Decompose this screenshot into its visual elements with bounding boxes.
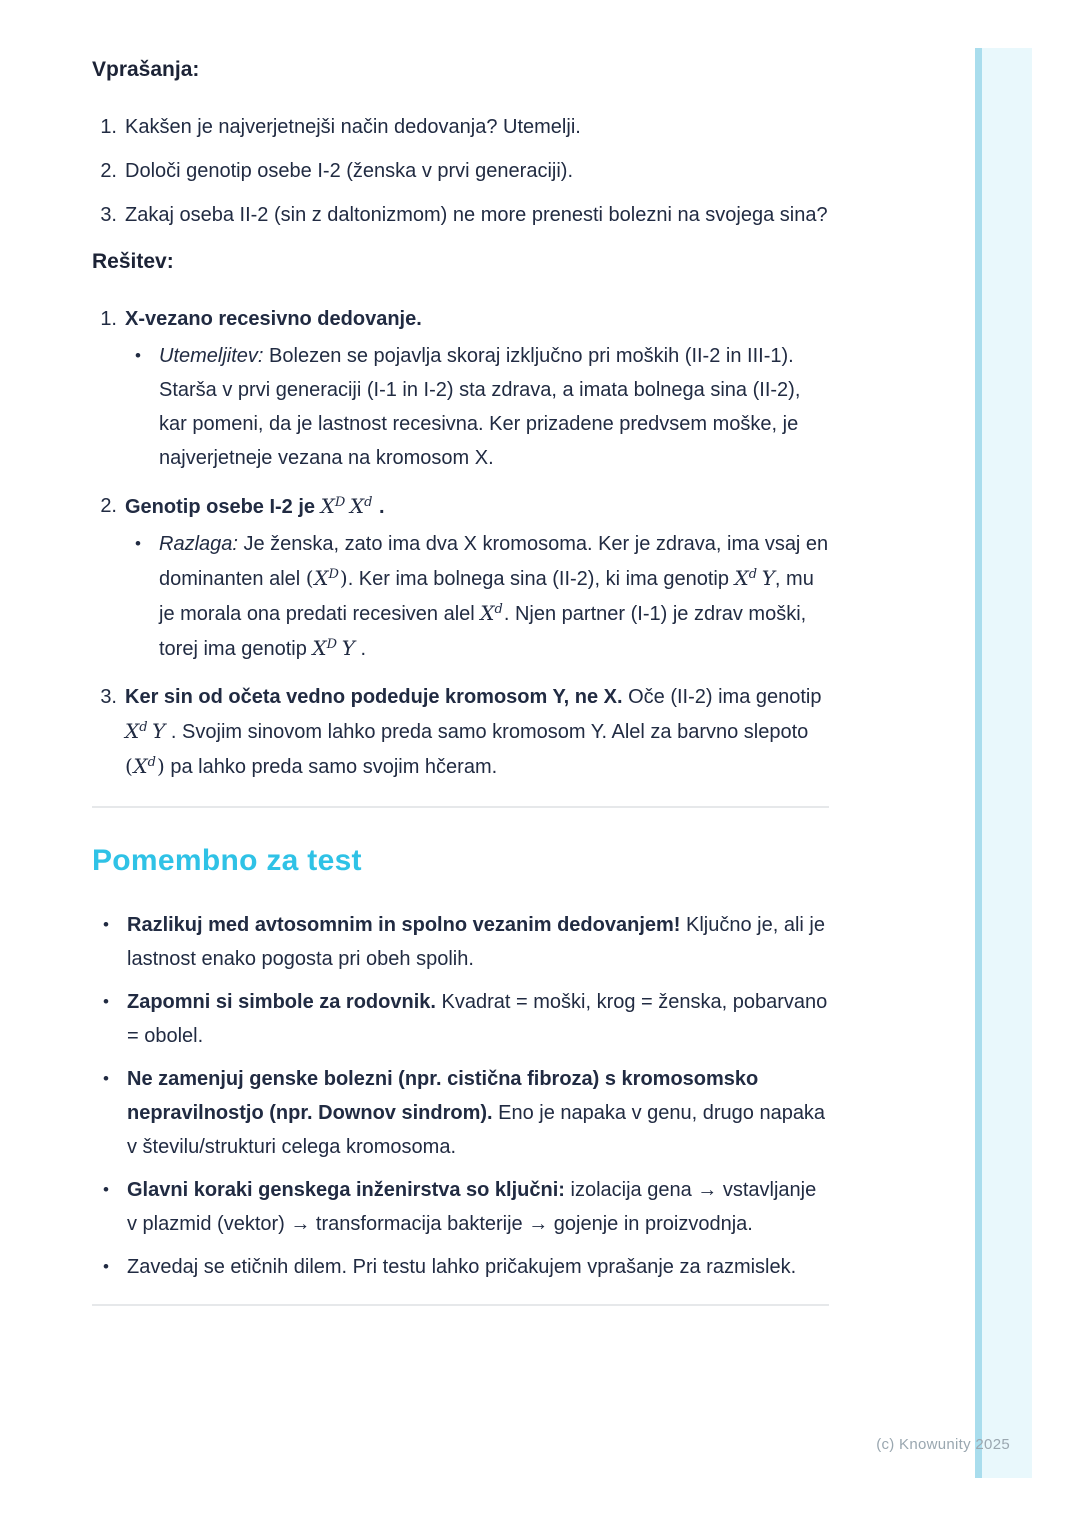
bullet-dot-icon: • [103,1069,109,1088]
list-number: 1. [100,116,117,138]
solution-list [92,302,829,784]
page-margin-strip [975,48,1032,1478]
bullet-dot-icon: • [103,992,109,1011]
list-number: 1. [100,308,117,330]
solution-item-paragraph: Ker sin od očeta vedno podeduje kromosom Y, ne X. Oče (II-2) ima genotip $X^d$ Y . Svojim sinovom lahko preda samo kromosom Y. Alel za barvno slepoto $(X^d)$ pa lahko preda samo svojim hčeram. [125,686,822,778]
solution-sub-bullet [125,339,829,475]
important-item-text: Zapomni si simbole za rodovnik. Kvadrat = moški, krog = ženska, pobarvano = obolel. [127,991,828,1047]
question-item [92,198,829,232]
solution-item-title: Genotip osebe I-2 je $X^D$ $X^d$ . [125,494,385,518]
solution-item [92,680,829,784]
important-list [92,908,829,1284]
important-item [92,1250,829,1284]
list-number: 3. [100,204,117,226]
list-number: 3. [100,686,117,708]
solution-bullet-text: Razlaga: Je ženska, zato ima dva X kromosoma. Ker je zdrava, ima vsaj en dominanten alel $(X^D)$. Ker ima bolnega sina (II-2), ki ima genotip $X^d$ Y, mu je morala ona predati recesiven alel $X^d$. Njen partner (I-1) je zdrav moški, torej ima genotip $X^D$ Y . [159,533,829,660]
question-item [92,154,829,188]
solution-item [92,302,829,475]
solution-item-body [125,302,829,475]
copyright-text: (c) Knowunity 2025 [876,1436,1010,1453]
question-text: Zakaj oseba II-2 (sin z daltonizmom) ne more prenesti bolezni na svojega sina? [125,204,828,226]
solution-item [92,489,829,666]
note-content [92,48,829,1306]
footer-divider [92,1304,829,1306]
important-item [92,1062,829,1164]
section-divider [92,806,829,808]
important-heading: Pomembno za test [92,844,362,877]
list-number: 2. [100,160,117,182]
important-item-text: Ne zamenjuj genske bolezni (npr. cistična fibroza) s kromosomsko nepravilnostjo (npr. Downov sindrom). Eno je napaka v genu, drugo napaka v številu/strukturi celega kromosoma. [127,1068,826,1158]
solution-heading: Rešitev: [92,250,174,273]
questions-list [92,110,829,232]
questions-heading: Vprašanja: [92,58,200,81]
question-text: Kakšen je najverjetnejši način dedovanja? Utemelji. [125,116,581,138]
bullet-dot-icon: • [135,346,141,365]
bullet-dot-icon: • [135,534,141,553]
question-text: Določi genotip osebe I-2 (ženska v prvi generaciji). [125,160,573,182]
bullet-dot-icon: • [103,1180,109,1199]
solution-sub-bullet [125,527,829,666]
important-item [92,1173,829,1241]
question-item [92,110,829,144]
important-item-text: Zavedaj se etičnih dilem. Pri testu lahko pričakujem vprašanje za razmislek. [127,1256,797,1278]
important-item [92,908,829,976]
solution-item-body [125,489,829,666]
solution-item-body [125,680,829,784]
solution-item-title: X-vezano recesivno dedovanje. [125,308,422,330]
list-number: 2. [100,495,117,517]
bullet-dot-icon: • [103,1257,109,1276]
important-item-text: Glavni koraki genskega inženirstva so ključni: izolacija gena → vstavljanje v plazmid (vektor) → transformacija bakterije → gojenje in proizvodnja. [127,1179,817,1235]
solution-bullet-text: Utemeljitev: Bolezen se pojavlja skoraj izključno pri moških (II-2 in III-1). Starša v prvi generaciji (I-1 in I-2) sta zdrava, a imata bolnega sina (II-2), kar pomeni, da je lastnost recesivna. Ker prizadene predvsem moške, je najverjetneje vezana na kromosom X. [159,345,801,469]
important-item [92,985,829,1053]
bullet-dot-icon: • [103,915,109,934]
important-item-text: Razlikuj med avtosomnim in spolno vezanim dedovanjem! Ključno je, ali je lastnost enako pogosta pri obeh spolih. [127,914,825,970]
